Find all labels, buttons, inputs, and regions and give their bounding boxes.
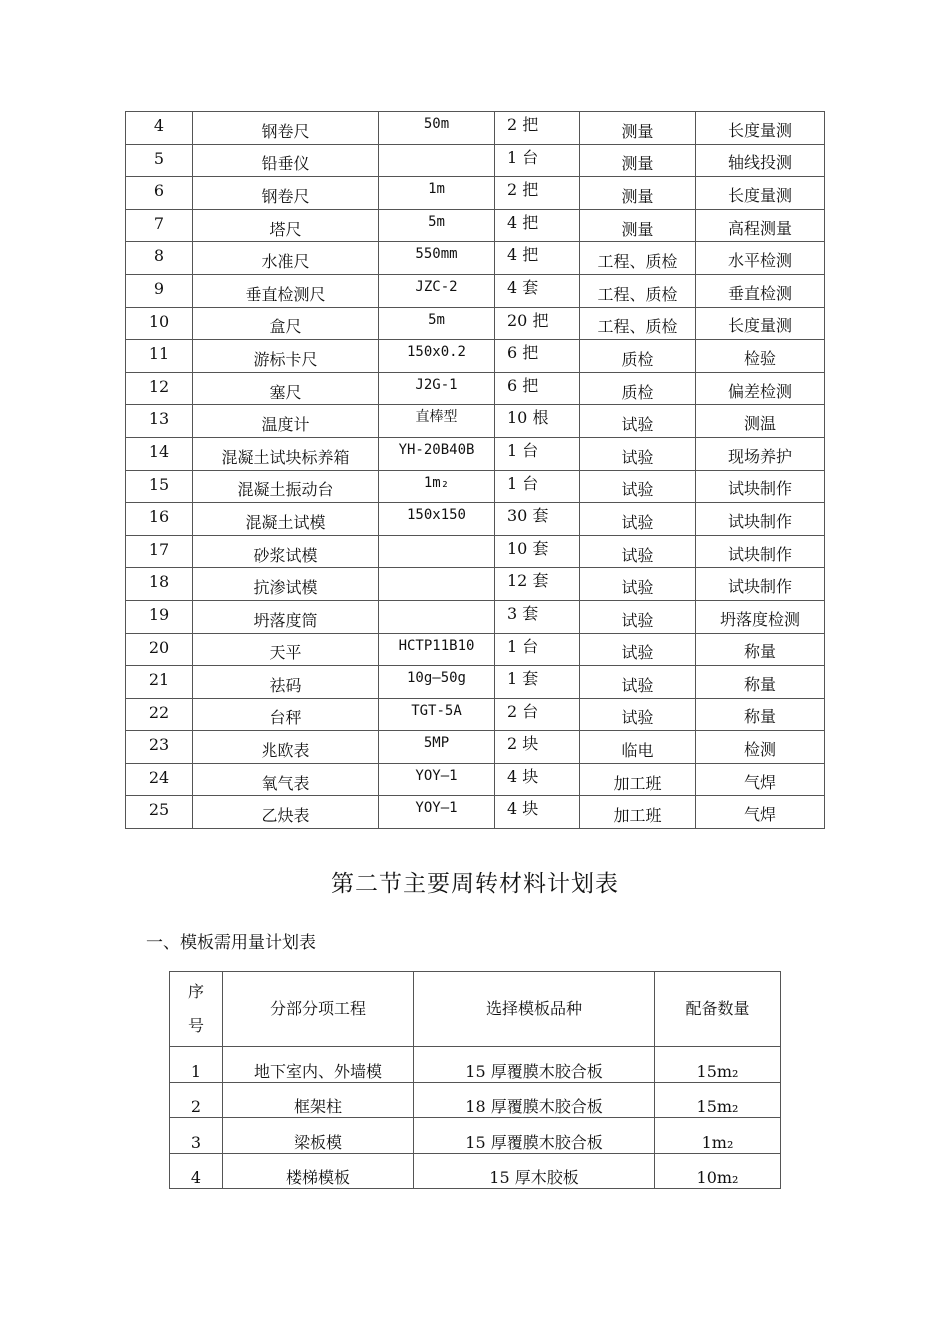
header-seq-line2: 号 xyxy=(187,1016,204,1035)
cell-dept: 质检 xyxy=(580,372,696,405)
cell-spec xyxy=(379,600,495,633)
cell-usage: 轴线投测 xyxy=(696,144,825,177)
cell-dept: 测量 xyxy=(580,112,696,145)
cell-usage: 称量 xyxy=(696,633,825,666)
header-seq-line1: 序 xyxy=(187,982,204,1001)
cell-usage: 测温 xyxy=(696,405,825,438)
cell-name: 塔尺 xyxy=(193,209,379,242)
cell-seq: 21 xyxy=(126,666,193,699)
table-row xyxy=(126,470,825,503)
cell-quantity: 1m₂ xyxy=(655,1118,781,1154)
cell-quantity: 15m₂ xyxy=(655,1082,781,1118)
cell-dept: 加工班 xyxy=(580,796,696,829)
cell-seq: 2 xyxy=(170,1082,223,1118)
cell-qty: 1 台 xyxy=(495,144,580,177)
cell-qty: 2 台 xyxy=(495,698,580,731)
cell-qty: 20 把 xyxy=(495,307,580,340)
cell-usage: 检验 xyxy=(696,340,825,373)
formwork-header-row xyxy=(170,972,781,1047)
cell-usage: 试块制作 xyxy=(696,568,825,601)
table-row xyxy=(126,633,825,666)
cell-usage: 高程测量 xyxy=(696,209,825,242)
cell-spec: 5m xyxy=(379,307,495,340)
cell-spec: 150x150 xyxy=(379,503,495,536)
cell-project: 楼梯模板 xyxy=(223,1153,414,1189)
cell-name: 混凝土振动台 xyxy=(193,470,379,503)
cell-spec xyxy=(379,568,495,601)
cell-qty: 1 台 xyxy=(495,470,580,503)
cell-qty: 2 把 xyxy=(495,112,580,145)
cell-name: 砂浆试模 xyxy=(193,535,379,568)
cell-name: 乙炔表 xyxy=(193,796,379,829)
cell-usage: 气焊 xyxy=(696,796,825,829)
cell-name: 氧气表 xyxy=(193,763,379,796)
cell-qty: 2 把 xyxy=(495,177,580,210)
cell-qty: 12 套 xyxy=(495,568,580,601)
cell-name: 混凝土试块标养箱 xyxy=(193,437,379,470)
cell-name: 天平 xyxy=(193,633,379,666)
cell-seq: 15 xyxy=(126,470,193,503)
header-quantity: 配备数量 xyxy=(655,972,781,1047)
cell-spec xyxy=(379,144,495,177)
cell-seq: 17 xyxy=(126,535,193,568)
table-row xyxy=(126,144,825,177)
cell-spec: 直棒型 xyxy=(379,405,495,438)
cell-quantity: 10m₂ xyxy=(655,1153,781,1189)
cell-seq: 22 xyxy=(126,698,193,731)
cell-usage: 长度量测 xyxy=(696,177,825,210)
table-row xyxy=(126,698,825,731)
cell-usage: 垂直检测 xyxy=(696,274,825,307)
cell-name: 钢卷尺 xyxy=(193,177,379,210)
cell-name: 兆欧表 xyxy=(193,731,379,764)
cell-name: 抗渗试模 xyxy=(193,568,379,601)
cell-type: 18 厚覆膜木胶合板 xyxy=(414,1082,655,1118)
table-row xyxy=(170,1118,781,1154)
cell-usage: 称量 xyxy=(696,666,825,699)
cell-usage: 气焊 xyxy=(696,763,825,796)
table-row xyxy=(126,731,825,764)
cell-name: 温度计 xyxy=(193,405,379,438)
cell-spec: 150x0.2 xyxy=(379,340,495,373)
cell-usage: 检测 xyxy=(696,731,825,764)
cell-qty: 4 块 xyxy=(495,796,580,829)
cell-usage: 偏差检测 xyxy=(696,372,825,405)
cell-spec: J2G-1 xyxy=(379,372,495,405)
table-row xyxy=(126,112,825,145)
cell-usage: 现场养护 xyxy=(696,437,825,470)
cell-seq: 13 xyxy=(126,405,193,438)
cell-name: 坍落度筒 xyxy=(193,600,379,633)
cell-usage: 称量 xyxy=(696,698,825,731)
cell-dept: 工程、质检 xyxy=(580,274,696,307)
table-row xyxy=(126,437,825,470)
table-row xyxy=(126,600,825,633)
cell-seq: 16 xyxy=(126,503,193,536)
cell-seq: 5 xyxy=(126,144,193,177)
table-row xyxy=(126,568,825,601)
cell-dept: 试验 xyxy=(580,437,696,470)
cell-usage: 试块制作 xyxy=(696,503,825,536)
cell-seq: 14 xyxy=(126,437,193,470)
cell-dept: 测量 xyxy=(580,177,696,210)
cell-qty: 10 根 xyxy=(495,405,580,438)
cell-usage: 试块制作 xyxy=(696,535,825,568)
cell-seq: 4 xyxy=(126,112,193,145)
cell-dept: 试验 xyxy=(580,568,696,601)
cell-qty: 4 套 xyxy=(495,274,580,307)
tools-table-body xyxy=(126,112,825,829)
cell-qty: 1 台 xyxy=(495,633,580,666)
cell-seq: 12 xyxy=(126,372,193,405)
cell-spec: YOY—1 xyxy=(379,796,495,829)
cell-dept: 工程、质检 xyxy=(580,307,696,340)
cell-spec: 1m xyxy=(379,177,495,210)
cell-seq: 11 xyxy=(126,340,193,373)
cell-quantity: 15m₂ xyxy=(655,1047,781,1083)
cell-qty: 6 把 xyxy=(495,372,580,405)
cell-type: 15 厚覆膜木胶合板 xyxy=(414,1047,655,1083)
cell-seq: 1 xyxy=(170,1047,223,1083)
cell-name: 混凝土试模 xyxy=(193,503,379,536)
cell-seq: 10 xyxy=(126,307,193,340)
cell-qty: 10 套 xyxy=(495,535,580,568)
cell-qty: 4 块 xyxy=(495,763,580,796)
cell-usage: 坍落度检测 xyxy=(696,600,825,633)
cell-spec: JZC-2 xyxy=(379,274,495,307)
cell-dept: 工程、质检 xyxy=(580,242,696,275)
table-row xyxy=(126,535,825,568)
table-row xyxy=(126,209,825,242)
cell-name: 盒尺 xyxy=(193,307,379,340)
cell-qty: 6 把 xyxy=(495,340,580,373)
cell-usage: 试块制作 xyxy=(696,470,825,503)
cell-dept: 试验 xyxy=(580,698,696,731)
table-row xyxy=(170,1082,781,1118)
cell-spec: YOY—1 xyxy=(379,763,495,796)
cell-project: 框架柱 xyxy=(223,1082,414,1118)
table-row xyxy=(126,503,825,536)
cell-usage: 长度量测 xyxy=(696,307,825,340)
cell-dept: 加工班 xyxy=(580,763,696,796)
cell-name: 游标卡尺 xyxy=(193,340,379,373)
cell-spec: YH-20B40B xyxy=(379,437,495,470)
formwork-table xyxy=(169,971,781,1189)
table-row xyxy=(126,177,825,210)
cell-dept: 试验 xyxy=(580,405,696,438)
cell-spec: 5MP xyxy=(379,731,495,764)
cell-seq: 20 xyxy=(126,633,193,666)
cell-qty: 30 套 xyxy=(495,503,580,536)
table-row xyxy=(170,1153,781,1189)
cell-qty: 3 套 xyxy=(495,600,580,633)
formwork-table-body xyxy=(170,972,781,1189)
cell-project: 梁板模 xyxy=(223,1118,414,1154)
header-type: 选择模板品种 xyxy=(414,972,655,1047)
cell-name: 铅垂仪 xyxy=(193,144,379,177)
cell-qty: 1 台 xyxy=(495,437,580,470)
cell-spec: 10g—50g xyxy=(379,666,495,699)
cell-name: 水准尺 xyxy=(193,242,379,275)
cell-qty: 4 把 xyxy=(495,242,580,275)
table-row xyxy=(126,405,825,438)
sub-heading: 一、模板需用量计划表 xyxy=(146,933,316,953)
cell-seq: 25 xyxy=(126,796,193,829)
cell-name: 台秤 xyxy=(193,698,379,731)
cell-qty: 2 块 xyxy=(495,731,580,764)
cell-name: 塞尺 xyxy=(193,372,379,405)
table-row xyxy=(126,274,825,307)
cell-seq: 9 xyxy=(126,274,193,307)
table-row xyxy=(126,763,825,796)
cell-seq: 24 xyxy=(126,763,193,796)
cell-seq: 3 xyxy=(170,1118,223,1154)
cell-spec: 1m₂ xyxy=(379,470,495,503)
cell-dept: 试验 xyxy=(580,503,696,536)
cell-seq: 23 xyxy=(126,731,193,764)
cell-project: 地下室内、外墙模 xyxy=(223,1047,414,1083)
cell-spec: 50m xyxy=(379,112,495,145)
cell-spec: TGT-5A xyxy=(379,698,495,731)
cell-dept: 质检 xyxy=(580,340,696,373)
cell-dept: 试验 xyxy=(580,633,696,666)
cell-dept: 测量 xyxy=(580,209,696,242)
table-row xyxy=(126,796,825,829)
cell-dept: 试验 xyxy=(580,666,696,699)
cell-seq: 4 xyxy=(170,1153,223,1189)
tools-table xyxy=(125,111,825,829)
cell-seq: 6 xyxy=(126,177,193,210)
cell-qty: 1 套 xyxy=(495,666,580,699)
header-project: 分部分项工程 xyxy=(223,972,414,1047)
cell-dept: 测量 xyxy=(580,144,696,177)
cell-dept: 试验 xyxy=(580,600,696,633)
table-row xyxy=(126,340,825,373)
cell-name: 钢卷尺 xyxy=(193,112,379,145)
table-row xyxy=(126,666,825,699)
table-row xyxy=(170,1047,781,1083)
cell-qty: 4 把 xyxy=(495,209,580,242)
cell-spec: 550mm xyxy=(379,242,495,275)
cell-dept: 试验 xyxy=(580,470,696,503)
cell-usage: 水平检测 xyxy=(696,242,825,275)
cell-spec: HCTP11B10 xyxy=(379,633,495,666)
table-row xyxy=(126,307,825,340)
header-seq xyxy=(170,972,223,1047)
cell-name: 祛码 xyxy=(193,666,379,699)
cell-dept: 临电 xyxy=(580,731,696,764)
cell-type: 15 厚覆膜木胶合板 xyxy=(414,1118,655,1154)
section-title: 第二节主要周转材料计划表 xyxy=(331,871,619,897)
cell-dept: 试验 xyxy=(580,535,696,568)
cell-spec xyxy=(379,535,495,568)
cell-usage: 长度量测 xyxy=(696,112,825,145)
table-row xyxy=(126,242,825,275)
table-row xyxy=(126,372,825,405)
cell-seq: 19 xyxy=(126,600,193,633)
cell-type: 15 厚木胶板 xyxy=(414,1153,655,1189)
cell-seq: 18 xyxy=(126,568,193,601)
cell-seq: 7 xyxy=(126,209,193,242)
cell-spec: 5m xyxy=(379,209,495,242)
cell-name: 垂直检测尺 xyxy=(193,274,379,307)
cell-seq: 8 xyxy=(126,242,193,275)
